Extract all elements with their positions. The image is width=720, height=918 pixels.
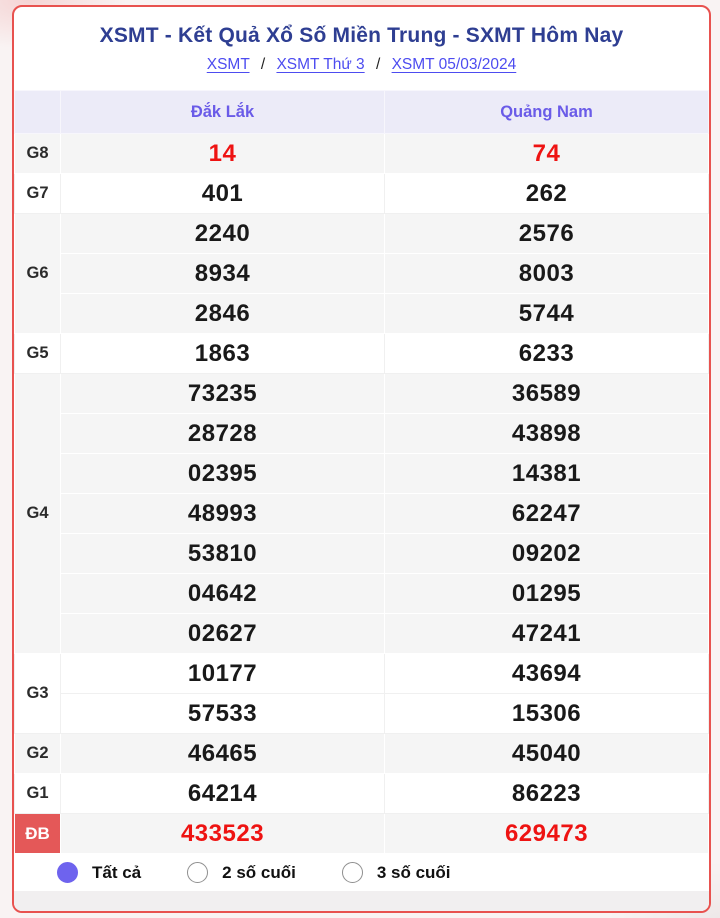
prize-label: G5 (15, 334, 61, 374)
lottery-results-card (12, 5, 711, 913)
prize-label: G1 (15, 774, 61, 814)
prize-row-g4 (15, 534, 709, 574)
prize-value: 86223 (385, 774, 709, 814)
filter-option-2[interactable] (187, 862, 296, 883)
prize-row-g4 (15, 454, 709, 494)
prize-label: G3 (15, 654, 61, 734)
prize-row-g4 (15, 614, 709, 654)
bottom-strip (14, 891, 709, 913)
filter-option-1[interactable] (57, 862, 141, 883)
prize-value: 43898 (385, 414, 709, 454)
prize-value: 53810 (61, 534, 385, 574)
prize-value: 09202 (385, 534, 709, 574)
prize-row-g2 (15, 734, 709, 774)
prize-value: 8934 (61, 254, 385, 294)
prize-value: 36589 (385, 374, 709, 414)
prize-row-g3 (15, 694, 709, 734)
prize-value: 48993 (61, 494, 385, 534)
prize-value: 46465 (61, 734, 385, 774)
prize-row-g4 (15, 414, 709, 454)
prize-row-g4 (15, 574, 709, 614)
breadcrumb (14, 56, 709, 74)
prize-row-g7 (15, 174, 709, 214)
breadcrumb-link-xsmt[interactable]: XSMT (206, 56, 250, 73)
prize-value: 433523 (61, 814, 385, 854)
prize-row-g8 (15, 134, 709, 174)
filter-options (14, 854, 709, 891)
radio-unselected-icon[interactable] (342, 862, 363, 883)
breadcrumb-separator: / (260, 56, 266, 73)
column-header-row (15, 91, 709, 134)
prize-row-đb (15, 814, 709, 854)
prize-value: 02395 (61, 454, 385, 494)
page-title: XSMT - Kết Quả Xổ Số Miền Trung - SXMT Hôm Nay (99, 24, 624, 47)
column-header-quang-nam: Quảng Nam (385, 91, 709, 134)
prize-value: 15306 (385, 694, 709, 734)
radio-unselected-icon[interactable] (187, 862, 208, 883)
prize-value: 10177 (61, 654, 385, 694)
prize-value: 2240 (61, 214, 385, 254)
column-header-dak-lak: Đắk Lắk (61, 91, 385, 134)
radio-selected-icon[interactable] (57, 862, 78, 883)
card-header (14, 7, 709, 90)
prize-label: G7 (15, 174, 61, 214)
prize-value: 262 (385, 174, 709, 214)
prize-value: 04642 (61, 574, 385, 614)
prize-value: 64214 (61, 774, 385, 814)
prize-value: 2846 (61, 294, 385, 334)
prize-value: 43694 (385, 654, 709, 694)
filter-option-3[interactable] (342, 862, 451, 883)
prize-label: G2 (15, 734, 61, 774)
prize-label: G4 (15, 374, 61, 654)
results-tbody (15, 134, 709, 854)
prize-row-g3 (15, 654, 709, 694)
prize-value: 2576 (385, 214, 709, 254)
prize-value: 62247 (385, 494, 709, 534)
prize-value: 02627 (61, 614, 385, 654)
prize-label: ĐB (15, 814, 61, 854)
column-header-corner (15, 91, 61, 134)
prize-row-g6 (15, 214, 709, 254)
prize-row-g6 (15, 294, 709, 334)
prize-row-g4 (15, 374, 709, 414)
prize-value: 14 (61, 134, 385, 174)
breadcrumb-link-xsmt-date[interactable]: XSMT 05/03/2024 (391, 56, 517, 73)
prize-value: 629473 (385, 814, 709, 854)
filter-option-label: 2 số cuối (222, 862, 296, 882)
prize-row-g1 (15, 774, 709, 814)
results-table (14, 90, 709, 854)
prize-value: 73235 (61, 374, 385, 414)
prize-value: 5744 (385, 294, 709, 334)
prize-value: 74 (385, 134, 709, 174)
prize-row-g6 (15, 254, 709, 294)
prize-value: 8003 (385, 254, 709, 294)
filter-option-label: Tất cả (92, 862, 142, 882)
prize-row-g4 (15, 494, 709, 534)
prize-value: 14381 (385, 454, 709, 494)
prize-label: G8 (15, 134, 61, 174)
breadcrumb-link-xsmt-thu-3[interactable]: XSMT Thứ 3 (276, 56, 365, 73)
prize-row-g5 (15, 334, 709, 374)
prize-value: 47241 (385, 614, 709, 654)
prize-value: 6233 (385, 334, 709, 374)
prize-value: 28728 (61, 414, 385, 454)
prize-value: 401 (61, 174, 385, 214)
prize-value: 57533 (61, 694, 385, 734)
filter-option-label: 3 số cuối (376, 862, 451, 882)
prize-label: G6 (15, 214, 61, 334)
breadcrumb-separator: / (375, 56, 381, 73)
prize-value: 01295 (385, 574, 709, 614)
prize-value: 1863 (61, 334, 385, 374)
prize-value: 45040 (385, 734, 709, 774)
